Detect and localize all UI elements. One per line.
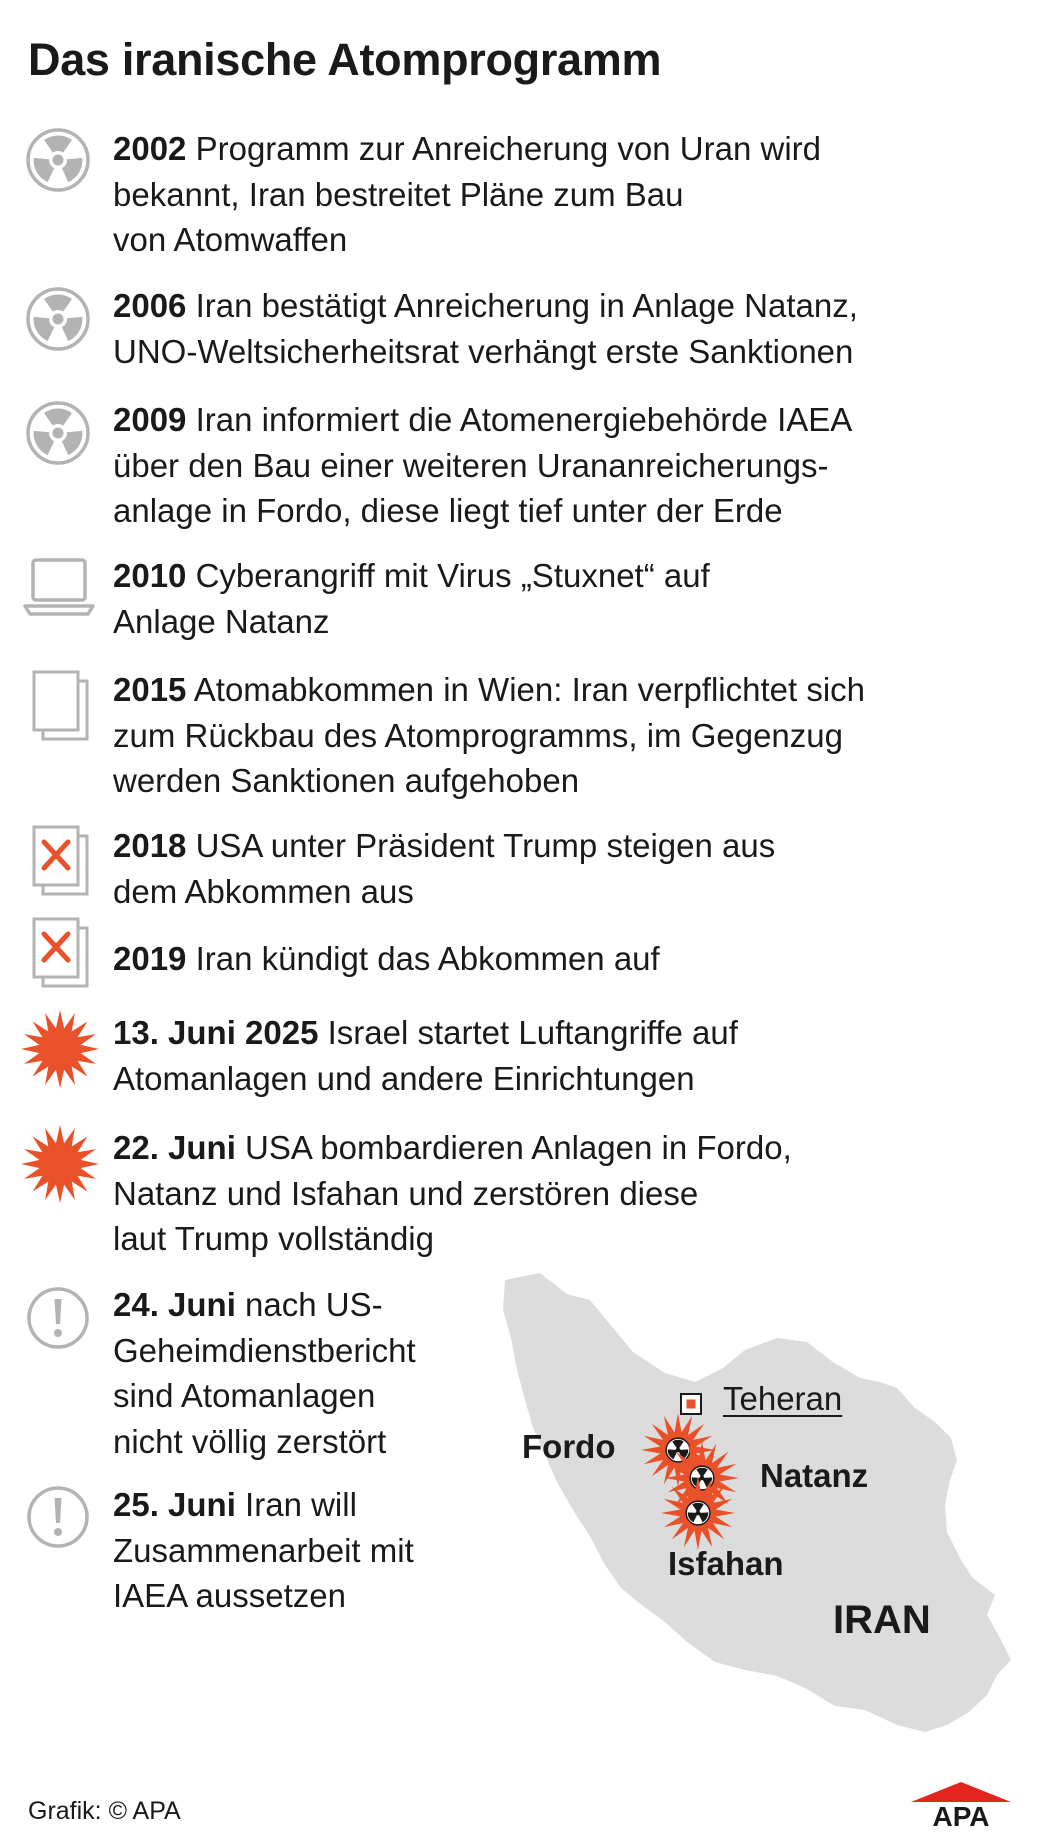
entry-line: Atomanlagen und andere Einrichtungen xyxy=(113,1059,695,1097)
entry-line: 13. Juni 2025 Israel startet Luftangriffe auf xyxy=(113,1014,738,1051)
entry-line: 2002 Programm zur Anreicherung von Uran wird xyxy=(113,130,822,167)
country-label: IRAN xyxy=(833,1598,931,1642)
page-title: Das iranische Atomprogramm xyxy=(28,34,662,85)
entry-line: 22. Juni USA bombardieren Anlagen in Fordo, xyxy=(113,1129,792,1166)
entry-line: 25. Juni Iran will xyxy=(113,1486,357,1523)
entry-line: 2006 Iran bestätigt Anreicherung in Anlage Natanz, xyxy=(113,287,858,324)
entry-line: bekannt, Iran bestreitet Pläne zum Bau xyxy=(113,175,684,213)
timeline-entry xyxy=(113,1282,416,1464)
entry-line: zum Rückbau des Atomprogramms, im Gegenzug xyxy=(113,716,843,754)
radiation-icon xyxy=(26,287,90,351)
apa-logo-text: APA xyxy=(932,1801,990,1828)
entry-line: IAEA aussetzen xyxy=(113,1577,346,1614)
natanz-label: Natanz xyxy=(760,1457,869,1494)
timeline-entry xyxy=(113,126,821,263)
entry-line: Natanz und Isfahan und zerstören diese xyxy=(113,1174,699,1212)
entry-date: 2006 xyxy=(113,287,187,324)
apa-logo xyxy=(905,1780,1017,1828)
cancelled-document-icon xyxy=(30,915,92,991)
entry-date: 2019 xyxy=(113,940,187,977)
timeline-entry xyxy=(113,553,710,644)
timeline-entry xyxy=(113,283,858,374)
entry-line: dem Abkommen aus xyxy=(113,872,414,910)
radiation-icon xyxy=(26,401,90,465)
entry-line: Zusammenarbeit mit xyxy=(113,1531,414,1569)
entry-date: 2018 xyxy=(113,827,187,864)
iran-country-shape xyxy=(503,1273,1011,1732)
entry-date: 2015 xyxy=(113,671,187,708)
entry-date: 24. Juni xyxy=(113,1286,236,1323)
entry-date: 22. Juni xyxy=(113,1129,236,1166)
timeline-entry xyxy=(113,1482,414,1619)
entry-line: nicht völlig zerstört xyxy=(113,1422,387,1460)
entry-line: 2018 USA unter Präsident Trump steigen aus xyxy=(113,827,776,864)
timeline-entry xyxy=(113,667,865,804)
entry-line: anlage in Fordo, diese liegt tief unter der Erde xyxy=(113,492,783,529)
entry-line: 2010 Cyberangriff mit Virus „Stuxnet“ auf xyxy=(113,557,710,594)
explosion-icon xyxy=(20,1124,100,1204)
timeline-entry xyxy=(113,1010,738,1101)
entry-line: 2009 Iran informiert die Atomenergiebehörde IAEA xyxy=(113,401,853,438)
document-icon xyxy=(30,668,92,744)
entry-line: Anlage Natanz xyxy=(113,602,330,640)
laptop-icon xyxy=(22,556,96,618)
entry-line: 2015 Atomabkommen in Wien: Iran verpflichtet sich xyxy=(113,671,866,708)
entry-line: UNO-Weltsicherheitsrat verhängt erste Sanktionen xyxy=(113,332,854,370)
entry-line: 24. Juni nach US- xyxy=(113,1286,383,1323)
radiation-icon xyxy=(26,128,90,192)
timeline-entry xyxy=(113,823,775,914)
entry-line: Geheimdienstbericht xyxy=(113,1331,416,1369)
isfahan-label: Isfahan xyxy=(668,1545,784,1582)
warning-icon xyxy=(26,1485,90,1549)
isfahan-strike-icon xyxy=(660,1475,736,1551)
entry-date: 2002 xyxy=(113,130,187,167)
entry-date: 2010 xyxy=(113,557,187,594)
entry-line: von Atomwaffen xyxy=(113,221,348,258)
fordo-label: Fordo xyxy=(522,1428,616,1465)
credit-line: Grafik: © APA xyxy=(28,1797,181,1825)
entry-date: 13. Juni 2025 xyxy=(113,1014,319,1051)
entry-date: 25. Juni xyxy=(113,1486,236,1523)
entry-line: über den Bau einer weiteren Urananreicherungs- xyxy=(113,446,829,484)
iran-map xyxy=(495,1270,1015,1740)
entry-line: 2019 Iran kündigt das Abkommen auf xyxy=(113,940,660,977)
entry-line: sind Atomanlagen xyxy=(113,1377,376,1414)
timeline-entry xyxy=(113,936,660,982)
teheran-label: Teheran xyxy=(723,1380,843,1417)
timeline-entry xyxy=(113,397,852,534)
warning-icon xyxy=(26,1286,90,1350)
cancelled-document-icon xyxy=(30,823,92,899)
entry-line: laut Trump vollständig xyxy=(113,1220,434,1257)
timeline-entry xyxy=(113,1125,792,1262)
entry-date: 2009 xyxy=(113,401,187,438)
entry-line: werden Sanktionen aufgehoben xyxy=(113,762,580,799)
explosion-icon xyxy=(20,1009,100,1089)
